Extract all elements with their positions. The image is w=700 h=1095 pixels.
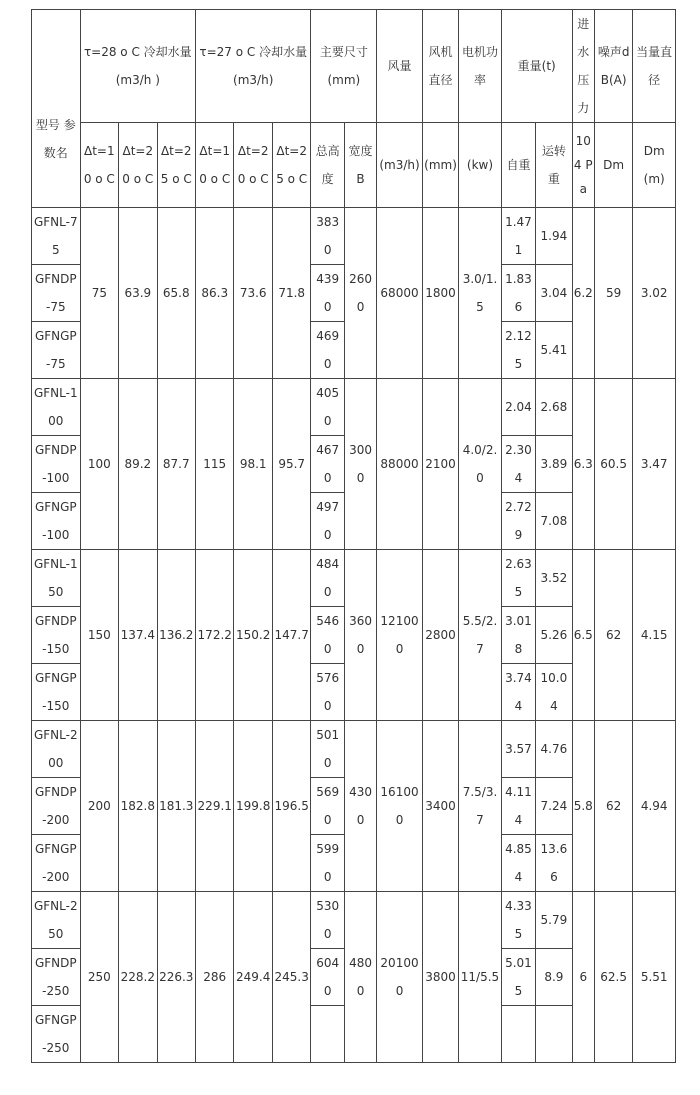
cooling-t28-dt20: 89.2 (119, 379, 157, 550)
cooling-t28-dt10: 100 (80, 379, 118, 550)
header-row-top (32, 10, 676, 123)
model-cell: GFNL-200 (32, 721, 81, 778)
airflow-cell: 161000 (377, 721, 423, 892)
cooling-t27-dt25: 95.7 (272, 379, 311, 550)
airflow-cell: 88000 (377, 379, 423, 550)
cooling-t27-dt25: 147.7 (272, 550, 311, 721)
cooling-t27-dt20: 73.6 (234, 208, 272, 379)
height-cell: 5690 (311, 778, 344, 835)
noise-cell: 59 (594, 208, 632, 379)
fan-dia-cell: 2100 (422, 379, 458, 550)
airflow-cell: 68000 (377, 208, 423, 379)
fan-dia-cell: 1800 (422, 208, 458, 379)
header-tau27: τ=27 o C 冷却水量(m3/h) (196, 10, 311, 123)
fan-dia-cell: 3400 (422, 721, 458, 892)
cooling-t28-dt25: 136.2 (157, 550, 195, 721)
motor-power-cell: 3.0/1.5 (459, 208, 502, 379)
height-cell: 4050 (311, 379, 344, 436)
header-width-b: 宽度B (344, 123, 376, 208)
width-cell: 4800 (344, 892, 376, 1063)
cooling-t27-dt20: 199.8 (234, 721, 272, 892)
height-cell: 5760 (311, 664, 344, 721)
height-cell: 6040 (311, 949, 344, 1006)
table-row (32, 892, 676, 949)
cooling-t28-dt25: 87.7 (157, 379, 195, 550)
header-model: 型号 参数名 (32, 10, 81, 208)
spec-table (31, 9, 676, 1063)
run-weight-cell: 5.79 (536, 892, 572, 949)
self-weight-cell: 5.015 (501, 949, 535, 1006)
table-row (32, 208, 676, 265)
self-weight-cell: 2.125 (501, 322, 535, 379)
noise-cell: 62.5 (594, 892, 632, 1063)
cooling-t28-dt20: 182.8 (119, 721, 157, 892)
noise-cell: 62 (594, 550, 632, 721)
header-airflow: 风量 (377, 10, 423, 123)
run-weight-cell: 5.26 (536, 607, 572, 664)
motor-power-cell: 7.5/3.7 (459, 721, 502, 892)
header-dt10-b: Δt=10 o C (196, 123, 234, 208)
run-weight-cell: 7.24 (536, 778, 572, 835)
self-weight-cell: 2.729 (501, 493, 535, 550)
cooling-t27-dt20: 150.2 (234, 550, 272, 721)
motor-power-cell: 4.0/2.0 (459, 379, 502, 550)
equiv-dia-cell: 3.02 (633, 208, 676, 379)
header-run-weight: 运转重 (536, 123, 572, 208)
airflow-cell: 201000 (377, 892, 423, 1063)
equiv-dia-cell: 4.94 (633, 721, 676, 892)
model-cell: GFNGP-100 (32, 493, 81, 550)
cooling-t28-dt20: 137.4 (119, 550, 157, 721)
cooling-t28-dt25: 65.8 (157, 208, 195, 379)
height-cell: 4390 (311, 265, 344, 322)
cooling-t27-dt10: 115 (196, 379, 234, 550)
run-weight-cell: 2.68 (536, 379, 572, 436)
model-cell: GFNDP-150 (32, 607, 81, 664)
header-inlet-pressure: 进水压力 (572, 10, 594, 123)
header-main-dims: 主要尺寸(mm) (311, 10, 377, 123)
run-weight-cell: 3.04 (536, 265, 572, 322)
model-cell: GFNGP-250 (32, 1006, 81, 1063)
model-cell: GFNDP-250 (32, 949, 81, 1006)
header-equiv-dia: 当量直径 (633, 10, 676, 123)
run-weight-cell: 5.41 (536, 322, 572, 379)
cooling-t28-dt25: 181.3 (157, 721, 195, 892)
self-weight-cell: 1.471 (501, 208, 535, 265)
header-weight: 重量(t) (501, 10, 572, 123)
self-weight-cell: 1.836 (501, 265, 535, 322)
self-weight-cell: 3.57 (501, 721, 535, 778)
model-cell: GFNL-75 (32, 208, 81, 265)
model-cell: GFNGP-200 (32, 835, 81, 892)
cooling-t27-dt10: 229.1 (196, 721, 234, 892)
cooling-t28-dt10: 75 (80, 208, 118, 379)
motor-power-cell: 5.5/2.7 (459, 550, 502, 721)
self-weight-cell (501, 1006, 535, 1063)
height-cell: 4840 (311, 550, 344, 607)
self-weight-cell: 2.304 (501, 436, 535, 493)
cooling-t28-dt20: 228.2 (119, 892, 157, 1063)
model-cell: GFNL-250 (32, 892, 81, 949)
width-cell: 3000 (344, 379, 376, 550)
self-weight-cell: 3.018 (501, 607, 535, 664)
width-cell: 3600 (344, 550, 376, 721)
table-row (32, 550, 676, 607)
table-row (32, 379, 676, 436)
height-cell: 4690 (311, 322, 344, 379)
header-dia-unit: Dm(m) (633, 123, 676, 208)
height-cell (311, 1006, 344, 1063)
model-cell: GFNDP-200 (32, 778, 81, 835)
header-power-unit: (kw) (459, 123, 502, 208)
model-cell: GFNGP-75 (32, 322, 81, 379)
header-self-weight: 自重 (501, 123, 535, 208)
cooling-t28-dt25: 226.3 (157, 892, 195, 1063)
header-noise: 噪声dB(A) (594, 10, 632, 123)
cooling-t28-dt10: 150 (80, 550, 118, 721)
fan-dia-cell: 2800 (422, 550, 458, 721)
model-cell: GFNL-100 (32, 379, 81, 436)
header-dt25-a: Δt=25 o C (157, 123, 195, 208)
inlet-pressure-cell: 6.3 (572, 379, 594, 550)
height-cell: 5300 (311, 892, 344, 949)
self-weight-cell: 3.744 (501, 664, 535, 721)
model-cell: GFNDP-75 (32, 265, 81, 322)
height-cell: 3830 (311, 208, 344, 265)
height-cell: 5990 (311, 835, 344, 892)
cooling-t27-dt10: 172.2 (196, 550, 234, 721)
model-cell: GFNGP-150 (32, 664, 81, 721)
run-weight-cell: 3.89 (536, 436, 572, 493)
header-noise-unit: Dm (594, 123, 632, 208)
inlet-pressure-cell: 6.5 (572, 550, 594, 721)
width-cell: 2600 (344, 208, 376, 379)
header-dt20-b: Δt=20 o C (234, 123, 272, 208)
inlet-pressure-cell: 6.2 (572, 208, 594, 379)
self-weight-cell: 4.854 (501, 835, 535, 892)
noise-cell: 62 (594, 721, 632, 892)
noise-cell: 60.5 (594, 379, 632, 550)
run-weight-cell: 1.94 (536, 208, 572, 265)
run-weight-cell: 10.04 (536, 664, 572, 721)
model-cell: GFNDP-100 (32, 436, 81, 493)
spec-table-body (32, 10, 676, 1063)
header-row-sub (32, 123, 676, 208)
header-motor-power: 电机功率 (459, 10, 502, 123)
width-cell: 4300 (344, 721, 376, 892)
cooling-t28-dt10: 250 (80, 892, 118, 1063)
header-airflow-unit: (m3/h) (377, 123, 423, 208)
inlet-pressure-cell: 6 (572, 892, 594, 1063)
run-weight-cell: 8.9 (536, 949, 572, 1006)
cooling-t27-dt10: 86.3 (196, 208, 234, 379)
cooling-t27-dt20: 249.4 (234, 892, 272, 1063)
height-cell: 4970 (311, 493, 344, 550)
equiv-dia-cell: 4.15 (633, 550, 676, 721)
header-total-height: 总高度 (311, 123, 344, 208)
height-cell: 4670 (311, 436, 344, 493)
cooling-t27-dt25: 245.3 (272, 892, 311, 1063)
equiv-dia-cell: 3.47 (633, 379, 676, 550)
equiv-dia-cell: 5.51 (633, 892, 676, 1063)
height-cell: 5460 (311, 607, 344, 664)
cooling-t27-dt20: 98.1 (234, 379, 272, 550)
header-tau28: τ=28 o C 冷却水量(m3/h ) (80, 10, 195, 123)
run-weight-cell: 4.76 (536, 721, 572, 778)
airflow-cell: 121000 (377, 550, 423, 721)
self-weight-cell: 2.04 (501, 379, 535, 436)
header-fan-dia: 风机直径 (422, 10, 458, 123)
fan-dia-cell: 3800 (422, 892, 458, 1063)
cooling-t28-dt20: 63.9 (119, 208, 157, 379)
header-dt25-b: Δt=25 o C (272, 123, 311, 208)
header-fan-unit: (mm) (422, 123, 458, 208)
self-weight-cell: 2.635 (501, 550, 535, 607)
header-pressure-unit: 10 4 Pa (572, 123, 594, 208)
height-cell: 5010 (311, 721, 344, 778)
cooling-t28-dt10: 200 (80, 721, 118, 892)
cooling-t27-dt25: 71.8 (272, 208, 311, 379)
model-cell: GFNL-150 (32, 550, 81, 607)
inlet-pressure-cell: 5.8 (572, 721, 594, 892)
motor-power-cell: 11/5.5 (459, 892, 502, 1063)
self-weight-cell: 4.335 (501, 892, 535, 949)
cooling-t27-dt10: 286 (196, 892, 234, 1063)
run-weight-cell: 13.66 (536, 835, 572, 892)
run-weight-cell: 3.52 (536, 550, 572, 607)
self-weight-cell: 4.114 (501, 778, 535, 835)
run-weight-cell: 7.08 (536, 493, 572, 550)
cooling-t27-dt25: 196.5 (272, 721, 311, 892)
run-weight-cell (536, 1006, 572, 1063)
table-row (32, 721, 676, 778)
header-dt20-a: Δt=20 o C (119, 123, 157, 208)
header-dt10-a: Δt=10 o C (80, 123, 118, 208)
